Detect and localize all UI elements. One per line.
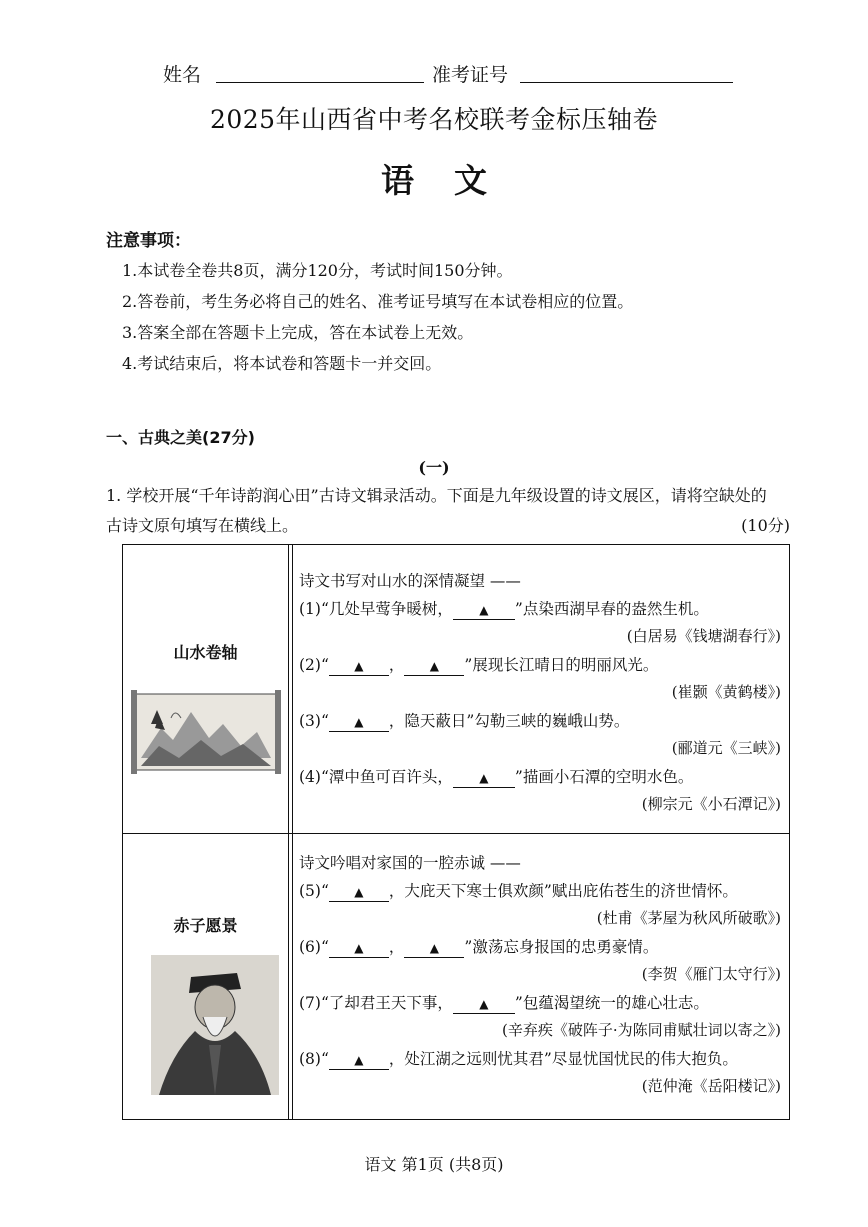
poem-source-7: (辛弃疾《破阵子·为陈同甫赋壮词以寄之》) xyxy=(502,1021,781,1039)
answer-blank[interactable]: ▲ xyxy=(453,996,515,1014)
answer-blank[interactable]: ▲ xyxy=(404,658,464,676)
section-title: 一、古典之美(27分) xyxy=(106,428,255,447)
note-item: 3.答案全部在答题卡上完成，答在本试卷上无效。 xyxy=(122,323,474,342)
exam-id-label: 准考证号 xyxy=(432,64,509,86)
poetry-table xyxy=(122,544,790,1120)
question-text: 1. 学校开展“千年诗韵润心田”古诗文辑录活动。下面是九年级设置的诗文展区，请将空缺处的 xyxy=(106,486,767,505)
name-field[interactable] xyxy=(216,60,424,83)
answer-blank[interactable]: ▲ xyxy=(404,940,464,958)
subject-title: 语文 xyxy=(381,161,527,200)
question-text-cont: 古诗文原句填写在横线上。 xyxy=(106,516,299,535)
poem-item-6: (6)“ ▲ ， ▲ ”激荡忘身报国的忠勇豪情。 xyxy=(299,938,659,956)
poem-source-2: (崔颢《黄鹤楼》) xyxy=(671,683,781,701)
poem-source-1: (白居易《钱塘湖春行》) xyxy=(626,627,781,645)
poem-item-3: (3)“ ▲ ，隐天蔽日”勾勒三峡的巍峨山势。 xyxy=(299,712,630,730)
row1-heading: 诗文书写对山水的深情凝望 —— xyxy=(299,572,521,590)
poem-item-4: (4)“潭中鱼可百许头， ▲ ”描画小石潭的空明水色。 xyxy=(299,768,694,786)
poem-source-8: (范仲淹《岳阳楼记》) xyxy=(641,1077,781,1095)
answer-blank[interactable]: ▲ xyxy=(329,884,389,902)
poem-item-7: (7)“了却君王天下事， ▲ ”包蕴渴望统一的雄心壮志。 xyxy=(299,994,709,1012)
exam-id-field[interactable] xyxy=(520,60,733,83)
note-item: 1.本试卷全卷共8页，满分120分，考试时间150分钟。 xyxy=(122,261,513,280)
poem-source-3: (郦道元《三峡》) xyxy=(671,739,781,757)
answer-blank[interactable]: ▲ xyxy=(453,602,515,620)
exam-title: 2025年山西省中考名校联考金标压轴卷 xyxy=(209,105,659,134)
poet-portrait-image xyxy=(151,955,279,1095)
table-divider xyxy=(292,545,293,1119)
poem-item-8: (8)“ ▲ ，处江湖之远则忧其君”尽显忧国忧民的伟大抱负。 xyxy=(299,1050,738,1068)
table-divider xyxy=(288,545,289,1119)
notes-title: 注意事项： xyxy=(106,231,191,251)
note-item: 4.考试结束后，将本试卷和答题卡一并交回。 xyxy=(122,354,442,373)
answer-blank[interactable]: ▲ xyxy=(329,714,389,732)
row2-heading: 诗文吟唱对家国的一腔赤诚 —— xyxy=(299,854,521,872)
poem-item-5: (5)“ ▲ ，大庇天下寒士俱欢颜”赋出庇佑苍生的济世情怀。 xyxy=(299,882,738,900)
poem-item-2: (2)“ ▲ ， ▲ ”展现长江晴日的明丽风光。 xyxy=(299,656,659,674)
poem-source-4: (柳宗元《小石潭记》) xyxy=(641,795,781,813)
landscape-scroll-image xyxy=(131,688,281,776)
answer-blank[interactable]: ▲ xyxy=(329,658,389,676)
poem-source-6: (李贺《雁门太守行》) xyxy=(641,965,781,983)
answer-blank[interactable]: ▲ xyxy=(329,1052,389,1070)
table-divider xyxy=(123,833,789,834)
part-number: (一) xyxy=(418,458,450,477)
name-label: 姓名 xyxy=(163,64,202,86)
answer-blank[interactable]: ▲ xyxy=(453,770,515,788)
page-footer: 语文 第1页 (共8页) xyxy=(364,1155,504,1174)
poem-item-1: (1)“几处早莺争暖树， ▲ ”点染西湖早春的盎然生机。 xyxy=(299,600,709,618)
poem-source-5: (杜甫《茅屋为秋风所破歌》) xyxy=(596,909,781,927)
question-score: (10分) xyxy=(741,516,790,535)
row-label-patriot: 赤子愿景 xyxy=(173,916,238,935)
answer-blank[interactable]: ▲ xyxy=(329,940,389,958)
note-item: 2.答卷前，考生务必将自己的姓名、准考证号填写在本试卷相应的位置。 xyxy=(122,292,634,311)
row-label-landscape: 山水卷轴 xyxy=(173,643,238,662)
